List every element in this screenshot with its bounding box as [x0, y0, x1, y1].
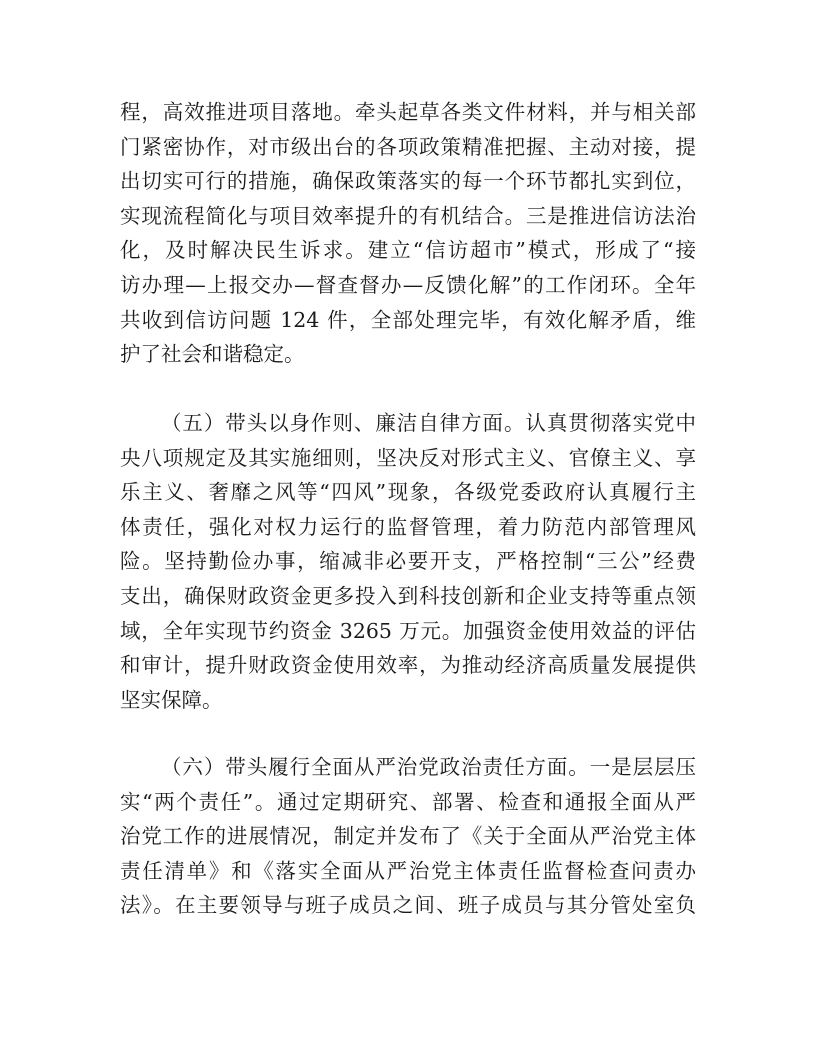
text-line: 险。坚持勤俭办事，缩减非必要开支，严格控制“三公”经费: [120, 549, 696, 574]
text-line: 和审计，提升财政资金使用效率，为推动经济高质量发展提供: [120, 653, 696, 678]
text-line: 治党工作的进展情况，制定并发布了《关于全面从严治党主体: [120, 824, 696, 849]
text-line: 法》。在主要领导与班子成员之间、班子成员与其分管处室负: [120, 893, 696, 918]
text-line: 门紧密协作，对市级出台的各项政策精准把握、主动对接，提: [120, 134, 696, 159]
text-line: 体责任，强化对权力运行的监督管理，着力防范内部管理风: [120, 514, 696, 539]
text-line: 实现流程简化与项目效率提升的有机结合。三是推进信访法治: [120, 203, 696, 228]
text-line: 出切实可行的措施，确保政策落实的每一个环节都扎实到位，: [120, 169, 696, 194]
text-line: 访办理—上报交办—督查督办—反馈化解”的工作闭环。全年: [120, 272, 696, 297]
paragraph-five: [120, 406, 696, 717]
paragraph-six: [120, 750, 696, 923]
text-line: 乐主义、奢靡之风等“四风”现象，各级党委政府认真履行主: [120, 480, 696, 505]
text-line: 程，高效推进项目落地。牵头起草各类文件材料，并与相关部: [120, 100, 696, 124]
text-line: 坚实保障。: [120, 687, 223, 712]
text-line: 域，全年实现节约资金 3265 万元。加强资金使用效益的评估: [120, 618, 696, 643]
text-line: （六）带头履行全面从严治党政治责任方面。一是层层压: [161, 755, 696, 779]
text-line: 化，及时解决民生诉求。建立“信访超市”模式，形成了“接: [120, 238, 696, 263]
text-line: 实“两个责任”。通过定期研究、部署、检查和通报全面从严: [120, 789, 696, 814]
text-line: 护了社会和谐稳定。: [120, 342, 305, 367]
text-line: 共收到信访问题 124 件，全部处理完毕，有效化解矛盾，维: [120, 307, 696, 332]
paragraph-continued: [120, 95, 696, 372]
text-line: 支出，确保财政资金更多投入到科技创新和企业支持等重点领: [120, 583, 696, 608]
text-line: 央八项规定及其实施细则，坚决反对形式主义、官僚主义、享: [120, 445, 696, 470]
text-line: （五）带头以身作则、廉洁自律方面。认真贯彻落实党中: [161, 411, 696, 435]
text-line: 责任清单》和《落实全面从严治党主体责任监督检查问责办: [120, 858, 696, 883]
